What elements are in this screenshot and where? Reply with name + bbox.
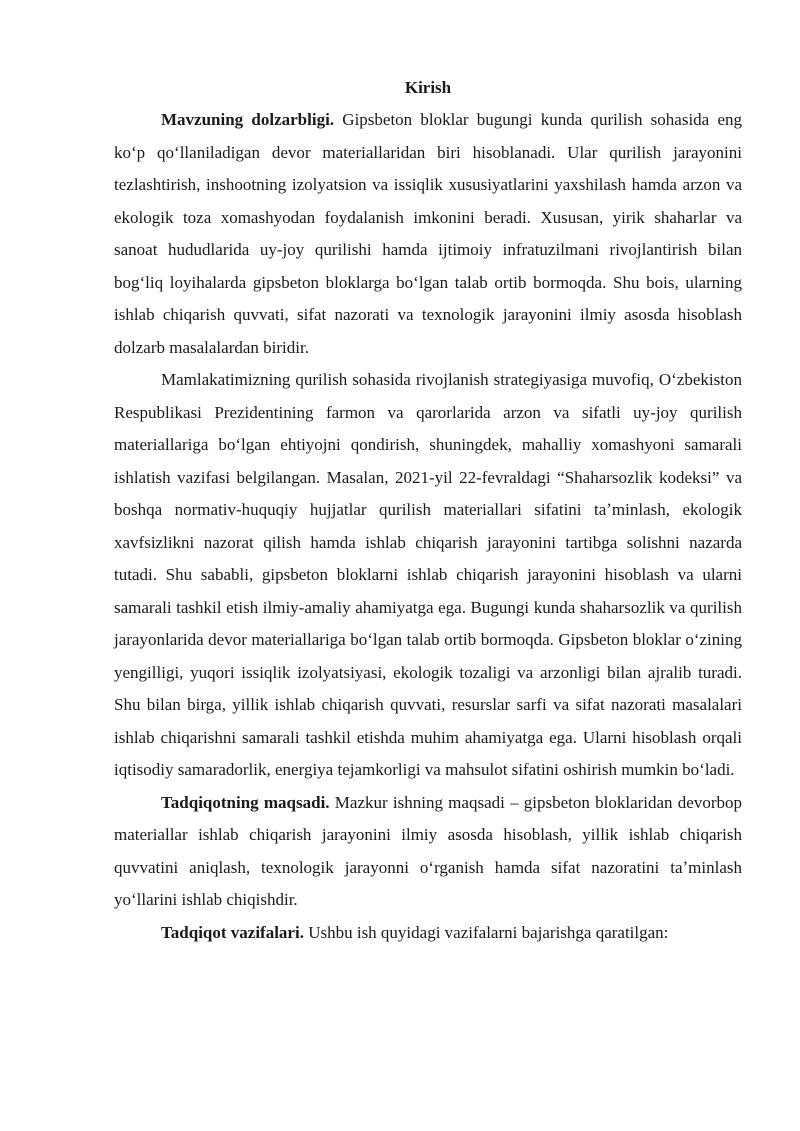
paragraph-lead: Tadqiqot vazifalari.	[161, 922, 304, 942]
paragraph-goal	[114, 787, 742, 917]
paragraph-relevance	[114, 104, 742, 364]
paragraph-text: Mamlakatimizning qurilish sohasida rivojlanish strategiyasiga muvofiq, Oʻzbekiston Respublikasi Prezidentining farmon va qarorlarida arzon va sifatli uy-joy qurilish materiallariga boʻlgan ehtiyojni qondirish, shuningdek, mahalliy xomashyoni samarali ishlatish vazifasi belgilangan. Masalan, 2021-yil 22-fevraldagi “Shaharsozlik kodeksi” va boshqa normativ-huquqiy hujjatlar qurilish materiallari sifatini taʼminlash, ekologik xavfsizlikni nazorat qilish hamda ishlab chiqarish jarayonini tartibga solishni nazarda tutadi. Shu sababli, gipsbeton bloklarni ishlab chiqarish jarayonini hisoblash va ularni samarali tashkil etish ilmiy-amaliy ahamiyatga ega. Bugungi kunda shaharsozlik va qurilish jarayonlarida devor materiallariga boʻlgan talab ortib bormoqda. Gipsbeton bloklar oʻzining yengilligi, yuqori issiqlik izolyatsiyasi, ekologik tozaligi va arzonligi bilan ajralib turadi. Shu bilan birga, yillik ishlab chiqarish quvvati, resurslar sarfi va sifat nazorati masalalari ishlab chiqarishni samarali tashkil etishda muhim ahamiyatga ega. Ularni hisoblash orqali iqtisodiy samaradorlik, energiya tejamkorligi va mahsulot sifatini oshirish mumkin boʻladi.	[114, 370, 742, 779]
section-title: Kirish	[404, 78, 452, 97]
paragraph-strategy	[114, 364, 742, 787]
paragraph-text: Ushbu ish quyidagi vazifalarni bajarishga qaratilgan:	[303, 922, 669, 942]
paragraph-text: Gipsbeton bloklar bugungi kunda qurilish sohasida eng koʻp qoʻllaniladigan devor materiallaridan biri hisoblanadi. Ular qurilish jarayonini tezlashtirish, inshootning izolyatsion va issiqlik xususiyatlarini yaxshilash hamda arzon va ekologik toza xomashyodan foydalanish imkonini beradi. Xususan, yirik shaharlar va sanoat hududlarida uy-joy qurilishi hamda ijtimoiy infratuzilmani rivojlantirish bilan bogʻliq loyihalarda gipsbeton bloklarga boʻlgan talab ortib bormoqda. Shu bois, ularning ishlab chiqarish quvvati, sifat nazorati va texnologik jarayonini ilmiy asosda hisoblash dolzarb masalalardan biridir.	[114, 110, 743, 357]
paragraph-lead: Mavzuning dolzarbligi.	[161, 110, 335, 129]
paragraph-text: Mazkur ishning maqsadi – gipsbeton bloklaridan devorbop materiallar ishlab chiqarish jarayonini ilmiy asosda hisoblash, yillik ishlab chiqarish quvvatini aniqlash, texnologik jarayonni oʻrganish hamda sifat nazoratini taʼminlash yoʻllarini ishlab chiqishdir.	[114, 792, 742, 909]
paragraph-lead: Tadqiqotning maqsadi.	[161, 792, 330, 812]
paragraph-tasks	[114, 917, 742, 950]
